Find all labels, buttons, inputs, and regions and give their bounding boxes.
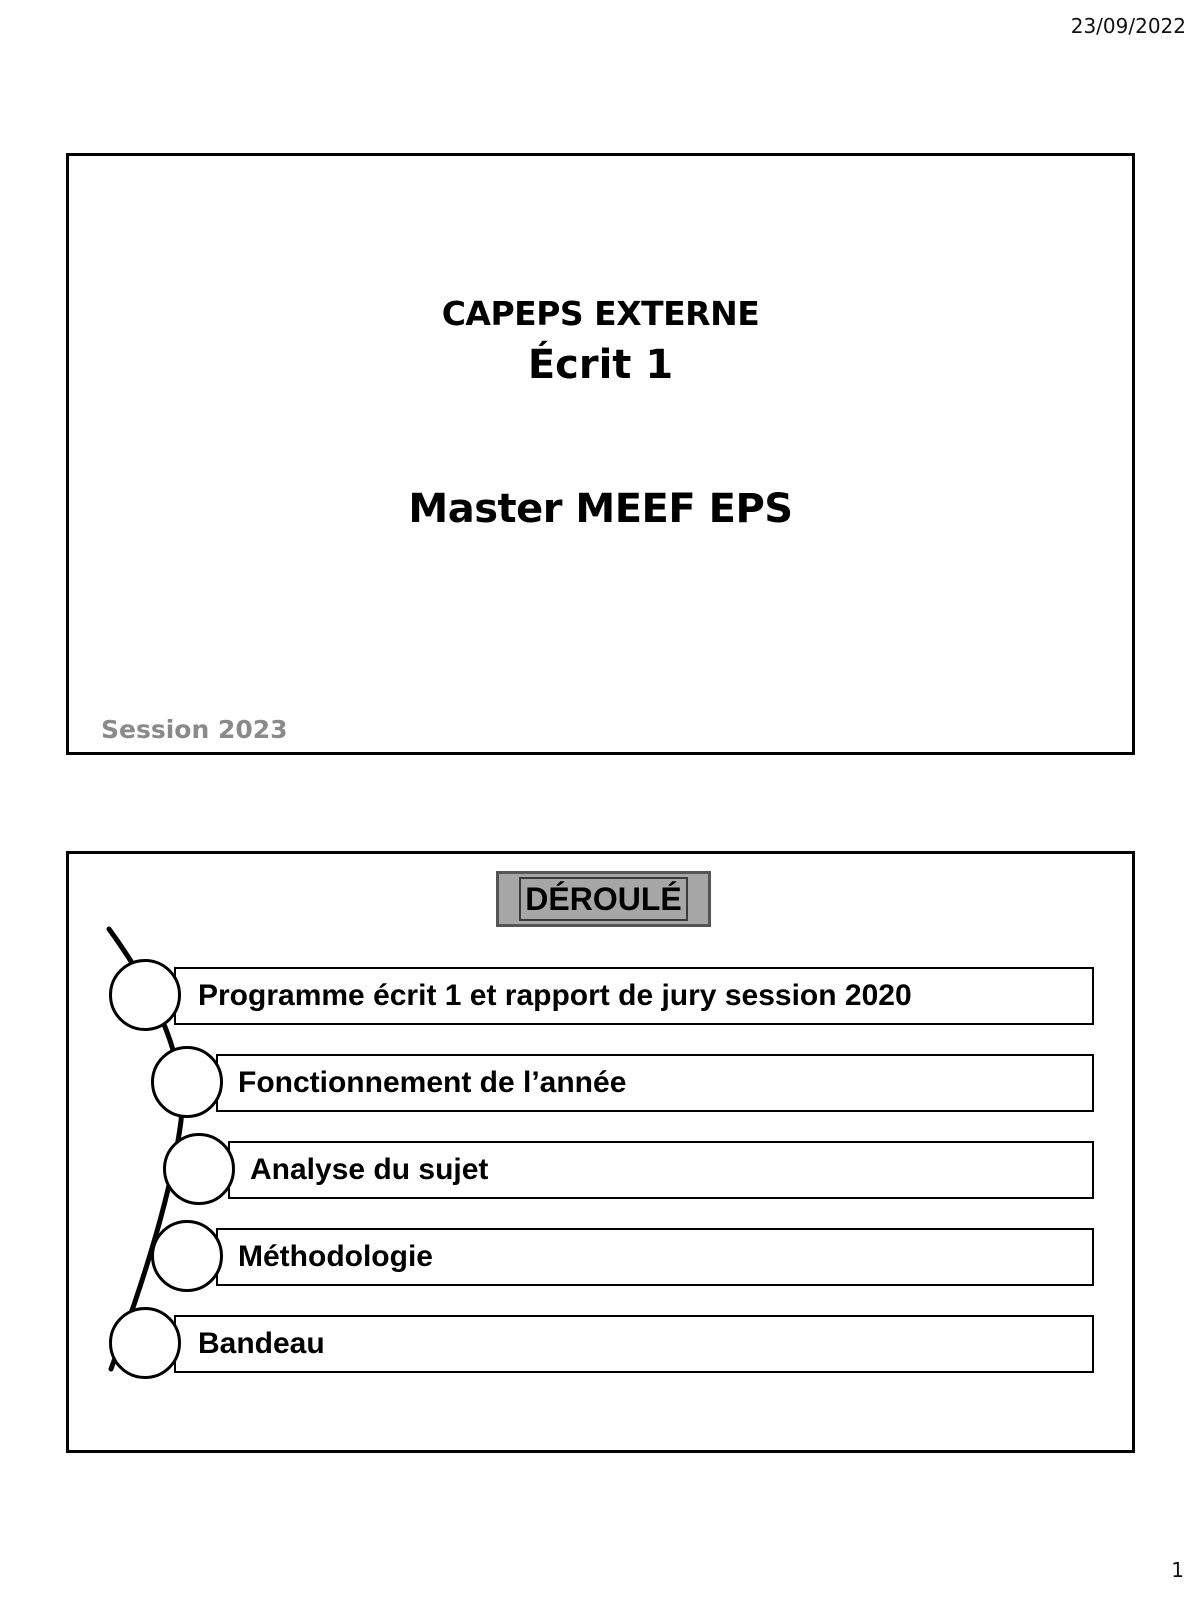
outline-item-label: Programme écrit 1 et rapport de jury session 2020 <box>198 979 912 1012</box>
page-number: 1 <box>1171 1558 1184 1582</box>
outline-item-bullet <box>151 1046 223 1118</box>
outline-item-bullet <box>109 959 181 1031</box>
outline-slide <box>66 851 1135 1453</box>
outline-item-label: Fonctionnement de l’année <box>238 1066 627 1099</box>
outline-heading-text: DÉROULÉ <box>519 877 687 921</box>
title-line-ecrit: Écrit 1 <box>527 342 674 388</box>
outline-item-fonctionnement <box>216 1054 1094 1112</box>
outline-item-label: Méthodologie <box>238 1240 433 1273</box>
page-date: 23/09/2022 <box>1070 14 1186 38</box>
outline-item-programme <box>174 967 1094 1025</box>
outline-item-label: Analyse du sujet <box>250 1153 489 1186</box>
outline-item-methodologie <box>216 1228 1094 1286</box>
outline-item-bullet <box>109 1307 181 1379</box>
title-line-master: Master MEEF EPS <box>408 486 793 532</box>
outline-item-bullet <box>151 1220 223 1292</box>
outline-item-analyse <box>228 1141 1094 1199</box>
title-line-capeps: CAPEPS EXTERNE <box>441 294 760 333</box>
outline-item-label: Bandeau <box>198 1327 325 1360</box>
outline-item-bullet <box>163 1133 235 1205</box>
outline-item-bandeau <box>174 1315 1094 1373</box>
session-label: Session 2023 <box>101 715 288 744</box>
title-slide <box>66 153 1135 755</box>
